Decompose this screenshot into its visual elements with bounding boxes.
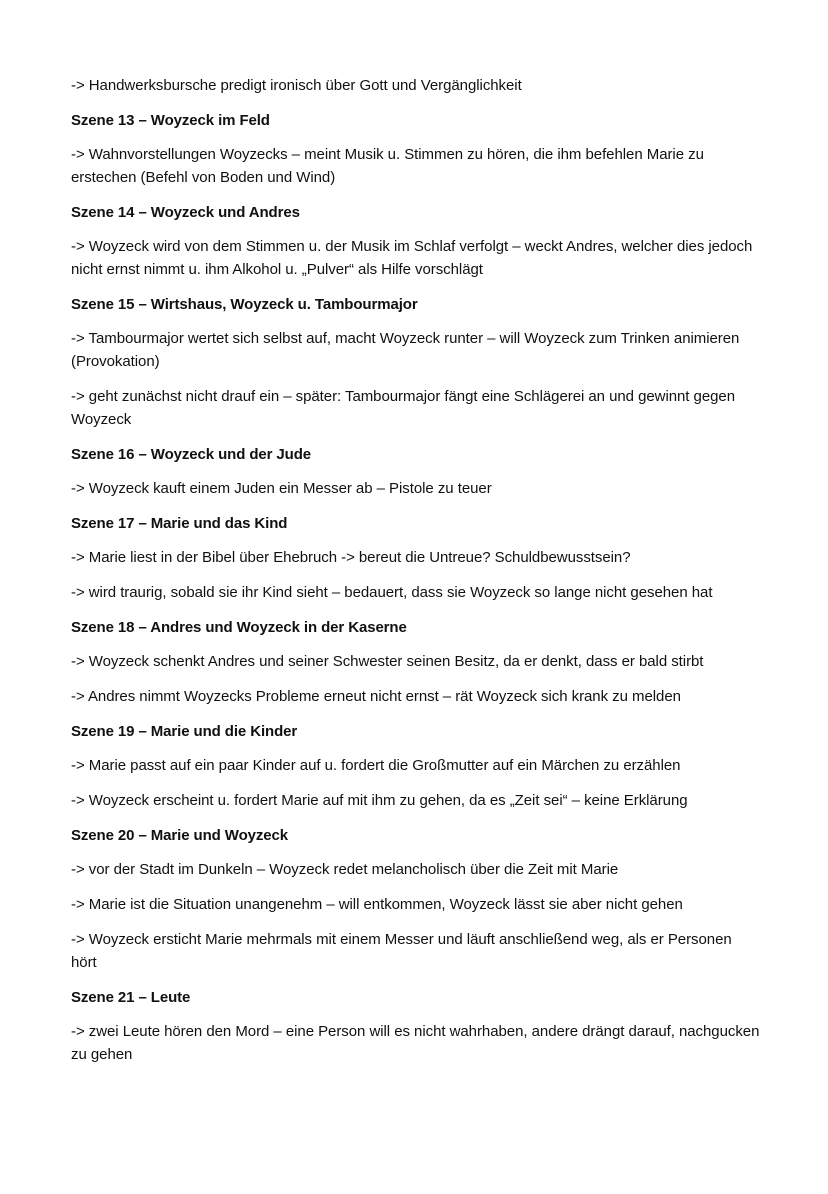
scene-heading: Szene 20 – Marie und Woyzeck xyxy=(71,827,289,844)
paragraph: -> Marie passt auf ein paar Kinder auf u. fordert die Großmutter auf ein Märchen zu erzählen xyxy=(71,757,681,774)
paragraph: -> Wahnvorstellungen Woyzecks – meint Musik u. Stimmen zu hören, die ihm befehlen Marie zu erstechen (Befehl von Boden und Wind) xyxy=(71,146,704,186)
scene-heading: Szene 18 – Andres und Woyzeck in der Kaserne xyxy=(71,619,407,636)
paragraph: -> wird traurig, sobald sie ihr Kind sieht – bedauert, dass sie Woyzeck so lange nicht gesehen hat xyxy=(71,584,713,601)
paragraph: -> zwei Leute hören den Mord – eine Person will es nicht wahrhaben, andere drängt darauf, nachgucken zu gehen xyxy=(71,1023,760,1063)
scene-heading: Szene 15 – Wirtshaus, Woyzeck u. Tambourmajor xyxy=(71,296,418,313)
paragraph: -> Woyzeck schenkt Andres und seiner Schwester seinen Besitz, da er denkt, dass er bald stirbt xyxy=(71,653,704,670)
paragraph: -> Woyzeck kauft einem Juden ein Messer ab – Pistole zu teuer xyxy=(71,480,492,497)
scene-heading: Szene 19 – Marie und die Kinder xyxy=(71,723,298,740)
paragraph: -> Handwerksbursche predigt ironisch über Gott und Vergänglichkeit xyxy=(71,77,522,94)
paragraph: -> Tambourmajor wertet sich selbst auf, macht Woyzeck runter – will Woyzeck zum Trinken animieren (Provokation) xyxy=(71,330,740,370)
paragraph: -> Andres nimmt Woyzecks Probleme erneut nicht ernst – rät Woyzeck sich krank zu melden xyxy=(71,688,681,705)
scene-heading: Szene 17 – Marie und das Kind xyxy=(71,515,288,532)
paragraph: -> Marie liest in der Bibel über Ehebruch -> bereut die Untreue? Schuldbewusstsein? xyxy=(71,549,631,566)
scene-heading: Szene 13 – Woyzeck im Feld xyxy=(71,112,270,129)
paragraph: -> geht zunächst nicht drauf ein – später: Tambourmajor fängt eine Schlägerei an und gewinnt gegen Woyzeck xyxy=(71,388,736,428)
paragraph: -> vor der Stadt im Dunkeln – Woyzeck redet melancholisch über die Zeit mit Marie xyxy=(71,861,619,878)
document-page xyxy=(71,74,761,1078)
paragraph: -> Marie ist die Situation unangenehm – will entkommen, Woyzeck lässt sie aber nicht gehen xyxy=(71,896,683,913)
paragraph: -> Woyzeck wird von dem Stimmen u. der Musik im Schlaf verfolgt – weckt Andres, welcher dies jedoch nicht ernst nimmt u. ihm Alkohol u. „Pulver“ als Hilfe vorschlägt xyxy=(71,238,753,278)
scene-heading: Szene 16 – Woyzeck und der Jude xyxy=(71,446,312,463)
scene-heading: Szene 14 – Woyzeck und Andres xyxy=(71,204,300,221)
scene-heading: Szene 21 – Leute xyxy=(71,989,191,1006)
paragraph: -> Woyzeck ersticht Marie mehrmals mit einem Messer und läuft anschließend weg, als er Personen hört xyxy=(71,931,732,971)
paragraph: -> Woyzeck erscheint u. fordert Marie auf mit ihm zu gehen, da es „Zeit sei“ – keine Erklärung xyxy=(71,792,688,809)
